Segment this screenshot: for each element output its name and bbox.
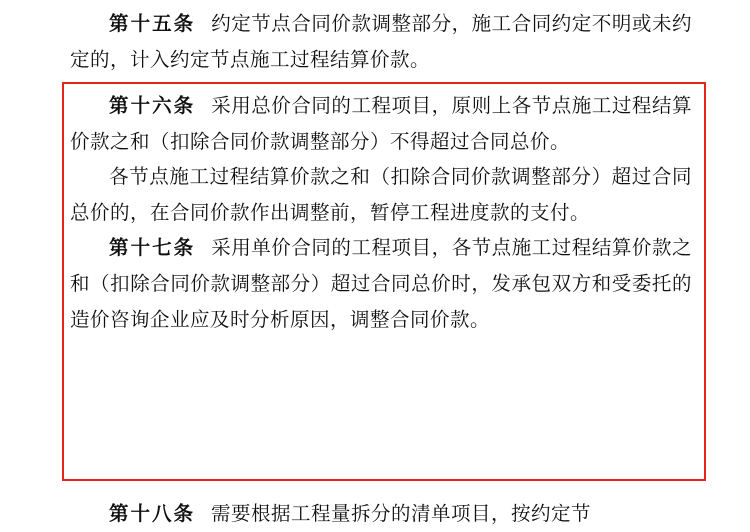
paragraph-text-article-15: 约定节点合同价款调整部分，施工合同约定不明或未约定的，计入约定节点施工过程结算价款。	[70, 12, 692, 71]
article-number-16: 第十六条	[109, 94, 196, 117]
article-number-17: 第十七条	[109, 236, 196, 260]
paragraph-text-article-16: 采用总价合同的工程项目，原则上各节点施工过程结算价款之和（扣除合同价款调整部分）不得超过合同总价。	[70, 94, 692, 153]
paragraph-article-18	[0, 496, 750, 532]
paragraph-group-above-highlight	[0, 6, 750, 77]
paragraph-text-article-16-continued: 各节点施工过程结算价款之和（扣除合同价款调整部分）超过合同总价的，在合同价款作出调整前，暂停工程进度款的支付。	[70, 165, 692, 224]
paragraph-article-16-continued	[0, 159, 750, 230]
paragraph-group-highlighted	[0, 88, 750, 337]
paragraph-article-15	[0, 6, 750, 77]
paragraph-group-below-highlight	[0, 496, 750, 532]
article-number-18: 第十八条	[109, 502, 196, 525]
paragraph-article-16	[0, 88, 750, 159]
paragraph-text-article-18: 需要根据工程量拆分的清单项目，按约定节	[211, 502, 592, 525]
article-number-15: 第十五条	[109, 12, 196, 35]
paragraph-text-article-17: 采用单价合同的工程项目，各节点施工过程结算价款之和（扣除合同价款调整部分）超过合同总价时，发承包双方和受委托的造价咨询企业应及时分析原因，调整合同价款。	[70, 236, 692, 331]
paragraph-article-17	[0, 230, 750, 337]
